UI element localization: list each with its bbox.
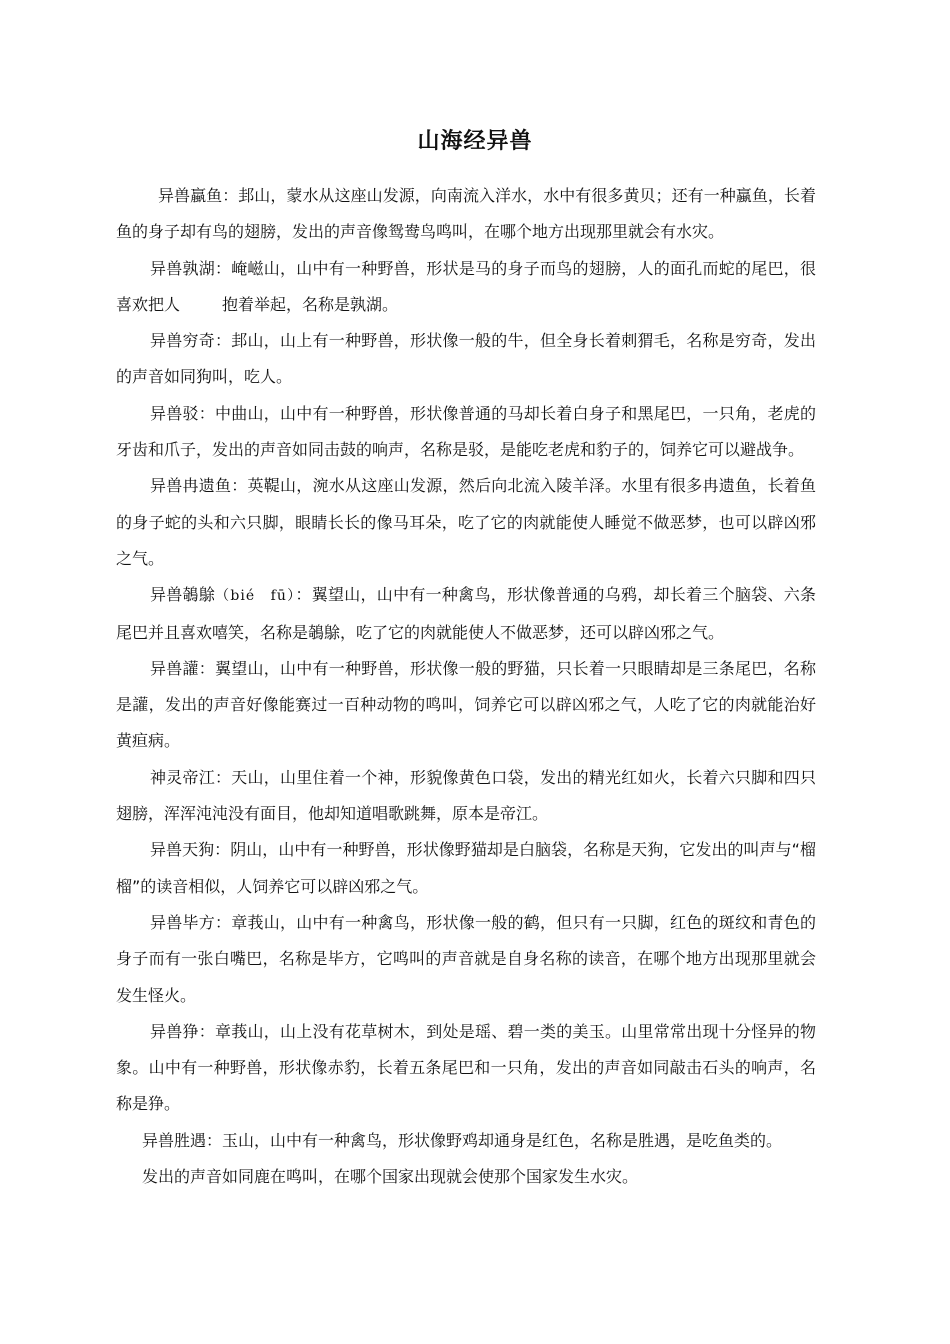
paragraph-bie-fu xyxy=(116,577,816,651)
document-body xyxy=(116,178,816,1195)
paragraph-ying-yu: 异兽蠃鱼：邽山，蒙水从这座山发源，向南流入洋水，水中有很多黄贝；还有一种蠃鱼，长着鱼的身子却有鸟的翅膀，发出的声音像鸳鸯鸟鸣叫，在哪个地方出现那里就会有水灾。 xyxy=(116,186,816,242)
pinyin-annotation: （bié fū） xyxy=(215,588,296,605)
paragraph-qiong-qi: 异兽穷奇：邽山，山上有一种野兽，形状像一般的牛，但全身长着刺猬毛，名称是穷奇，发出的声音如同狗叫，吃人。 xyxy=(116,331,816,387)
paragraph-di-jiang: 神灵帝江：天山，山里住着一个神，形貌像黄色口袋，发出的精光红如火，长着六只脚和四只翅膀，浑浑沌沌没有面目，他却知道唱歌跳舞，原本是帝江。 xyxy=(116,767,816,824)
paragraph-sheng-yu-line1: 异兽胜遇：玉山，山中有一种禽鸟，形状像野鸡却通身是红色，名称是胜遇，是吃鱼类的。 xyxy=(142,1130,783,1150)
paragraph-ran-yi-yu: 异兽冉遗鱼：英鞮山，涴水从这座山发源，然后向北流入陵羊泽。水里有很多冉遗鱼，长着鱼的身子蛇的头和六只脚，眼睛长长的像马耳朵，吃了它的肉就能使人睡觉不做恶梦，也可以辟凶邪之气。 xyxy=(116,476,816,568)
paragraph-zheng: 异兽狰：章莪山，山上没有花草树木，到处是瑶、碧一类的美玉。山里常常出现十分怪异的物象。山中有一种野兽，形状像赤豹，长着五条尾巴和一只角，发出的声音如同敲击石头的响声，名称是狰。 xyxy=(116,1021,816,1114)
paragraph-shu-hu-part2: 抱着举起，名称是孰湖。 xyxy=(222,294,399,314)
paragraph-bi-fang: 异兽毕方：章莪山，山中有一种禽鸟，形状像一般的鹤，但只有一只脚，红色的斑纹和青色的身子而有一张白嘴巴，名称是毕方，它鸣叫的声音就是自身名称的读音，在哪个地方出现那里就会发生怪火。 xyxy=(116,912,816,1005)
paragraph-shu-hu-part1: 异兽孰湖：崦嵫山，山中有一种野兽，形状是马的身子而鸟的翅膀，人的面孔而蛇的尾巴，很喜欢把人 xyxy=(116,258,816,314)
page-title: 山海经异兽 xyxy=(417,129,533,154)
paragraph-bo: 异兽驳：中曲山，山中有一种野兽，形状像普通的马却长着白身子和黑尾巴，一只角，老虎的牙齿和爪子，发出的声音如同击鼓的响声，名称是驳，是能吃老虎和豹子的，饲养它可以避战争。 xyxy=(116,403,816,460)
paragraph-sheng-yu-line2: 发出的声音如同鹿在鸣叫，在哪个国家出现就会使那个国家发生水灾。 xyxy=(142,1167,639,1187)
paragraph-huan: 异兽讙：翼望山，山中有一种野兽，形状像一般的野猫，只长着一只眼睛却是三条尾巴，名称是讙，发出的声音好像能赛过一百种动物的鸣叫，饲养它可以辟凶邪之气，人吃了它的肉就能治好黄疸病。 xyxy=(116,658,816,751)
paragraph-shu-hu xyxy=(116,251,816,324)
paragraph-bie-fu-name: 异兽鵸鵌 xyxy=(150,585,216,605)
paragraph-bie-fu-text: ：翼望山，山中有一种禽鸟，形状像普通的乌鸦，却长着三个脑袋、六条尾巴并且喜欢嘻笑，名称是鵸鵌，吃了它的肉就能使人不做恶梦，还可以辟凶邪之气。 xyxy=(116,585,816,642)
paragraph-tian-gou: 异兽天狗：阴山，山中有一种野兽，形状像野猫却是白脑袋，名称是天狗，它发出的叫声与“榴榴”的读音相似，人饲养它可以辟凶邪之气。 xyxy=(116,840,816,896)
